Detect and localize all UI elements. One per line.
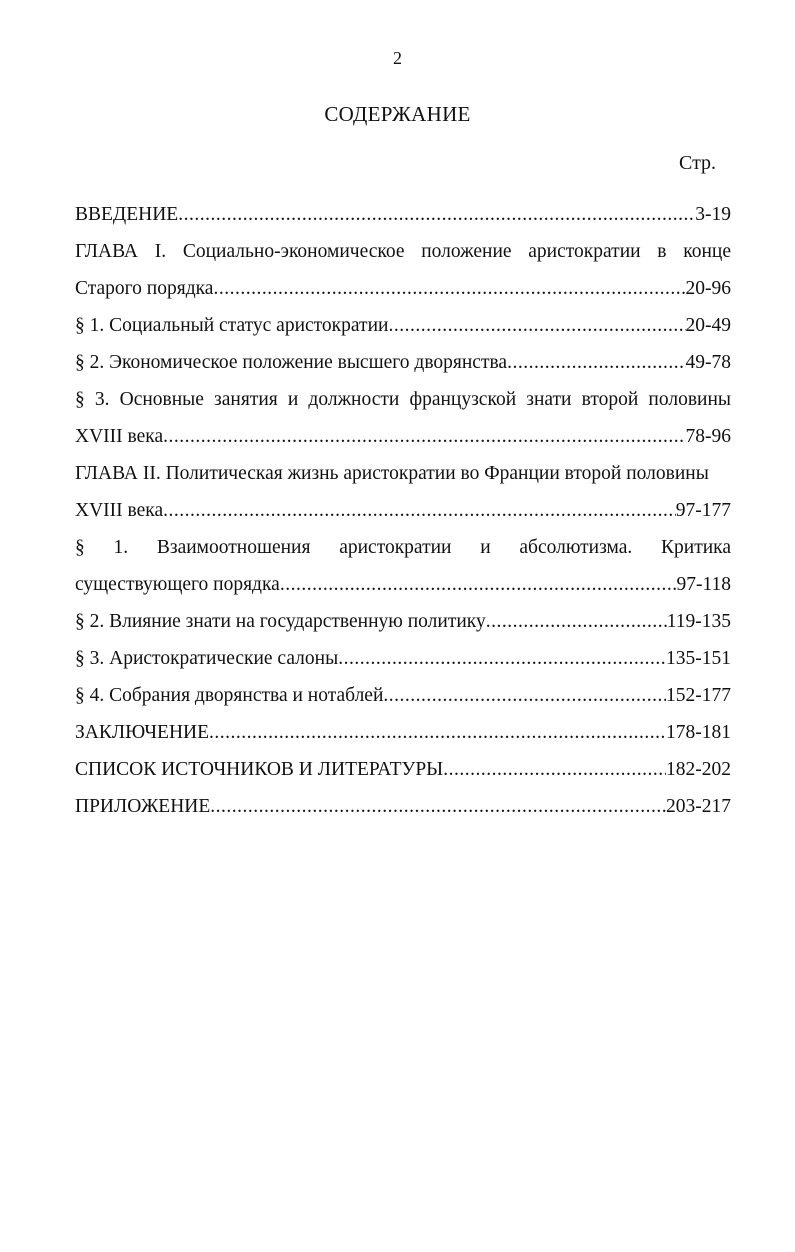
- toc-entry-chapter2-line1[interactable]: ГЛАВА II. Политическая жизнь аристократии во Франции второй половины: [75, 463, 709, 484]
- dot-leader: [163, 418, 685, 455]
- toc-entry-pages: 20-96: [685, 278, 731, 299]
- toc-entry-section-1-2[interactable]: [75, 344, 731, 381]
- toc-entry-title: § 1. Социальный статус аристократии: [75, 315, 389, 336]
- toc-entry-chapter1[interactable]: [75, 270, 731, 307]
- dot-leader: [210, 788, 666, 825]
- page-title: СОДЕРЖАНИЕ: [324, 102, 471, 126]
- toc-entry-appendix[interactable]: [75, 788, 731, 825]
- toc-entry-title: § 3. Аристократические салоны: [75, 648, 339, 669]
- dot-leader: [507, 344, 685, 381]
- toc-entry-section-2-4[interactable]: [75, 677, 731, 714]
- toc-entry-pages: 119-135: [666, 611, 731, 632]
- dot-leader: [213, 270, 685, 307]
- dot-leader: [383, 677, 666, 714]
- toc-entry-pages: 182-202: [666, 759, 731, 780]
- toc-entry-pages: 97-177: [675, 500, 731, 521]
- toc-entry-title: ЗАКЛЮЧЕНИЕ: [75, 722, 210, 743]
- dot-leader: [338, 640, 666, 677]
- toc-entry-sources[interactable]: [75, 751, 731, 788]
- toc-entry-chapter1-line1[interactable]: ГЛАВА I. Социально-экономическое положение аристократии в конце: [75, 241, 731, 262]
- toc-entry-section-1-3[interactable]: [75, 418, 731, 455]
- toc-entry-section-2-2[interactable]: [75, 603, 731, 640]
- page-number: 2: [393, 48, 402, 68]
- dot-leader: [209, 714, 666, 751]
- toc-entry-section-2-1-line1[interactable]: § 1. Взаимоотношения аристократии и абсолютизма. Критика: [75, 537, 731, 558]
- toc-entry-title: существующего порядка: [75, 574, 280, 595]
- toc-entry-section-1-1[interactable]: [75, 307, 731, 344]
- dot-leader: [163, 492, 676, 529]
- toc-entry-pages: 78-96: [685, 426, 731, 447]
- toc-entry-pages: 20-49: [685, 315, 731, 336]
- toc-entry-section-2-1[interactable]: [75, 566, 731, 603]
- table-of-contents: [75, 196, 731, 825]
- toc-entry-title: § 2. Экономическое положение высшего дворянства: [75, 352, 508, 373]
- pages-column-header: Стр.: [679, 152, 717, 174]
- dot-leader: [178, 196, 695, 233]
- toc-entry-title: ПРИЛОЖЕНИЕ: [75, 796, 211, 817]
- toc-entry-pages: 49-78: [685, 352, 731, 373]
- toc-entry-pages: 152-177: [666, 685, 731, 706]
- dot-leader: [486, 603, 667, 640]
- toc-entry-title: ВВЕДЕНИЕ: [75, 204, 179, 225]
- toc-entry-intro[interactable]: [75, 196, 731, 233]
- toc-entry-pages: 3-19: [695, 204, 731, 225]
- toc-entry-title: XVIII века: [75, 500, 164, 521]
- toc-entry-title: Старого порядка: [75, 278, 214, 299]
- dot-leader: [443, 751, 666, 788]
- toc-entry-pages: 97-118: [676, 574, 731, 595]
- toc-entry-chapter2[interactable]: [75, 492, 731, 529]
- dot-leader: [280, 566, 677, 603]
- toc-entry-pages: 135-151: [666, 648, 731, 669]
- toc-entry-title: § 4. Собрания дворянства и нотаблей: [75, 685, 384, 706]
- toc-entry-title: СПИСОК ИСТОЧНИКОВ И ЛИТЕРАТУРЫ: [75, 759, 444, 780]
- toc-entry-pages: 203-217: [666, 796, 731, 817]
- toc-entry-section-2-3[interactable]: [75, 640, 731, 677]
- toc-entry-title: XVIII века: [75, 426, 164, 447]
- dot-leader: [388, 307, 685, 344]
- toc-entry-pages: 178-181: [666, 722, 731, 743]
- toc-entry-section-1-3-line1[interactable]: § 3. Основные занятия и должности французской знати второй половины: [75, 389, 731, 410]
- toc-entry-conclusion[interactable]: [75, 714, 731, 751]
- toc-entry-title: § 2. Влияние знати на государственную политику: [75, 611, 486, 632]
